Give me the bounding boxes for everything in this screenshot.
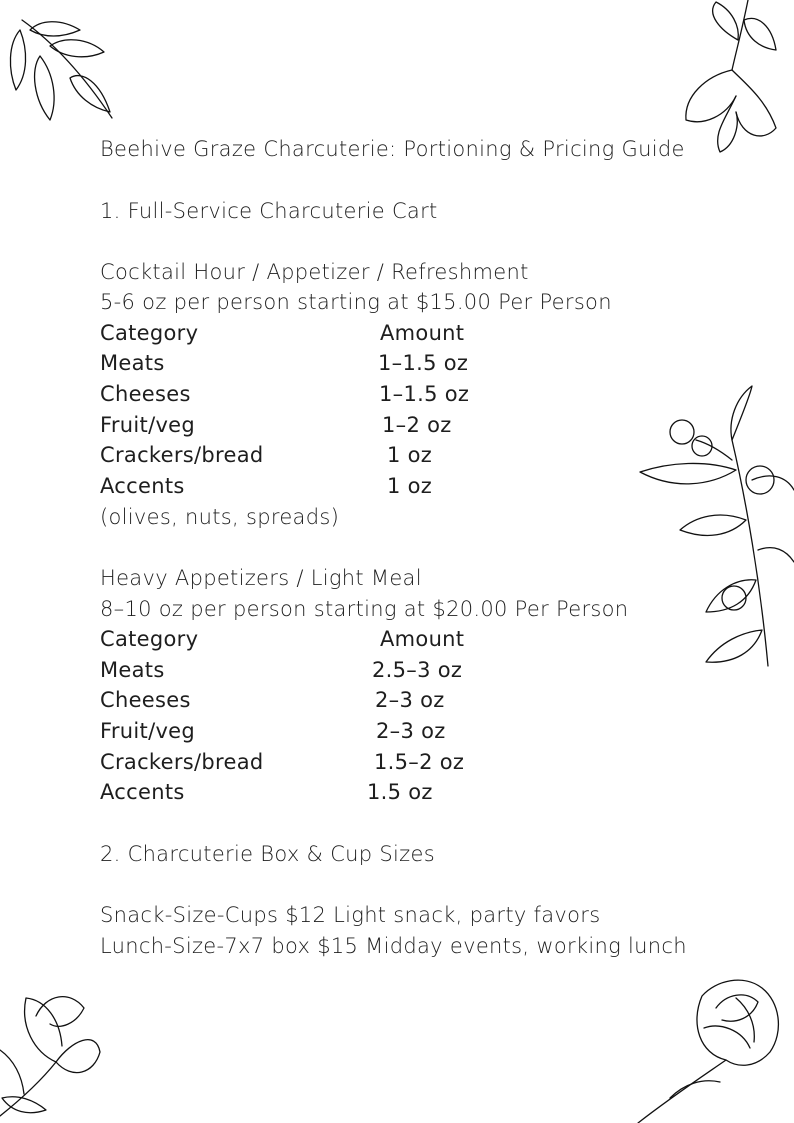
heavy-subtitle: 8–10 oz per person starting at $20.00 Per Person [100,597,629,621]
table-header [100,624,520,654]
table-row [100,685,520,715]
row-amount: 2.5–3 oz [372,658,463,682]
accents-note: (olives, nuts, spreads) [100,505,340,529]
row-amount: 1–1.5 oz [378,351,469,375]
list-item: Lunch-Size-7x7 box $15 Midday events, working lunch [100,934,687,958]
row-category: Cheeses [100,382,191,406]
row-amount: 2–3 oz [375,688,445,712]
row-amount: 1–1.5 oz [379,382,470,406]
row-amount: 1.5–2 oz [374,750,465,774]
section-2-heading: 2. Charcuterie Box & Cup Sizes [100,842,435,866]
row-category: Meats [100,658,165,682]
table-row [100,777,520,807]
cocktail-title: Cocktail Hour / Appetizer / Refreshment [100,260,529,284]
heavy-title: Heavy Appetizers / Light Meal [100,566,422,590]
row-category: Meats [100,351,165,375]
table-row [100,747,520,777]
table-header [100,318,520,348]
row-category: Fruit/veg [100,413,196,437]
table-row [100,471,520,501]
row-category: Accents [100,780,185,804]
column-header-category: Category [100,627,199,651]
table-row [100,410,520,440]
column-header-amount: Amount [380,321,465,345]
table-row [100,716,520,746]
section-1-heading: 1. Full-Service Charcuterie Cart [100,199,438,223]
cocktail-subtitle: 5-6 oz per person starting at $15.00 Per Person [100,290,612,314]
row-amount: 1.5 oz [367,780,433,804]
row-amount: 1 oz [387,443,433,467]
row-category: Crackers/bread [100,750,264,774]
row-amount: 1–2 oz [382,413,452,437]
row-category: Accents [100,474,185,498]
page-title: Beehive Graze Charcuterie: Portioning & Pricing Guide [100,137,685,161]
row-amount: 1 oz [387,474,433,498]
flower-bud-top-right-icon [676,0,794,160]
leaf-sprig-top-left-icon [0,0,120,130]
list-item: Snack-Size-Cups $12 Light snack, party favors [100,903,601,927]
tulip-bottom-right-icon [630,968,794,1123]
row-category: Fruit/veg [100,719,196,743]
column-header-category: Category [100,321,199,345]
flower-bottom-left-icon [0,990,110,1123]
table-row [100,348,520,378]
table-row [100,655,520,685]
row-amount: 2–3 oz [376,719,446,743]
row-category: Cheeses [100,688,191,712]
table-row [100,379,520,409]
table-row [100,440,520,470]
column-header-amount: Amount [380,627,465,651]
row-category: Crackers/bread [100,443,264,467]
berry-branch-right-icon [636,380,794,670]
